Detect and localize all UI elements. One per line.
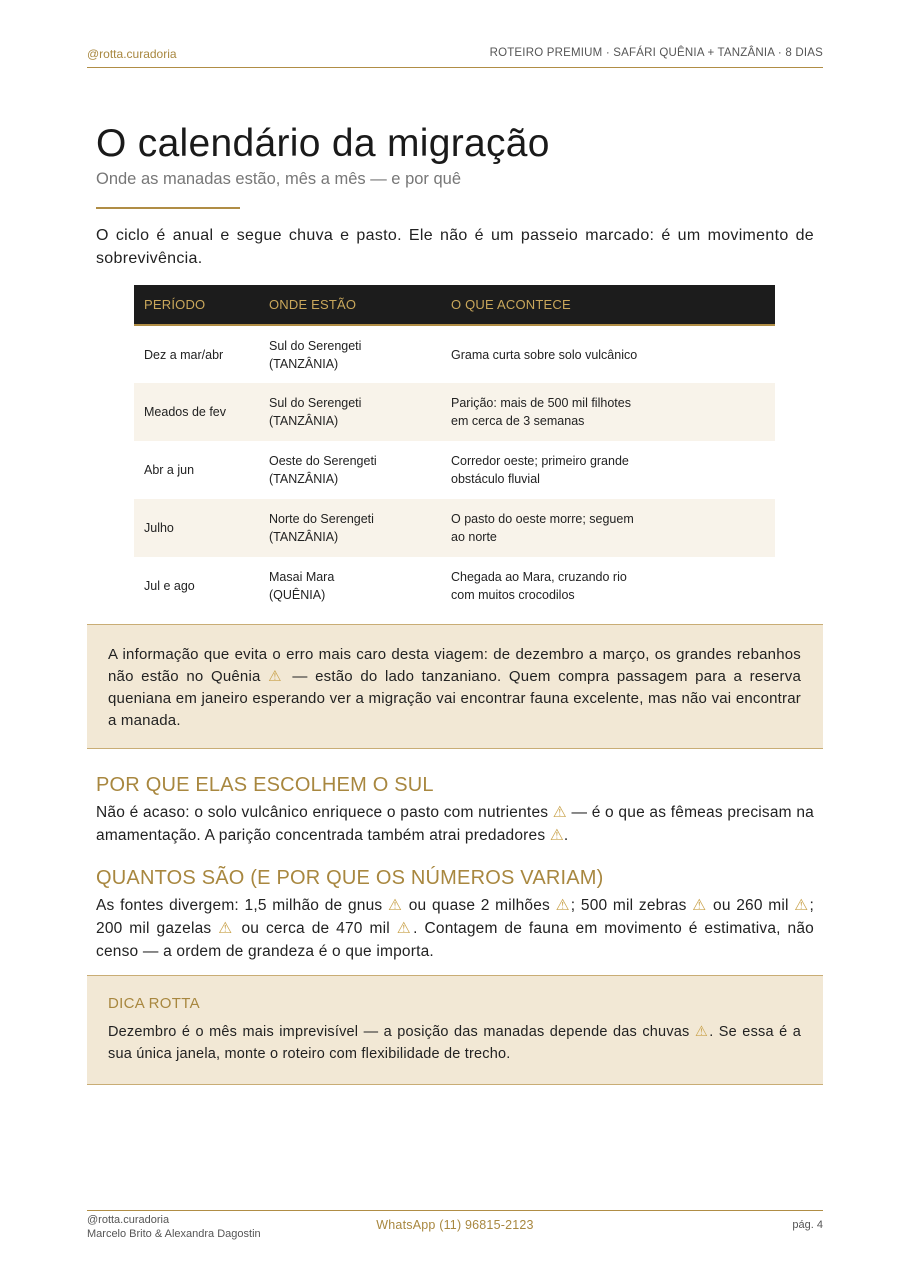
cell-where-place: Sul do Serengeti bbox=[269, 338, 362, 353]
warning-icon: ⚠ bbox=[552, 804, 567, 821]
cell-what-line2: ao norte bbox=[451, 530, 497, 544]
cell-where bbox=[259, 325, 441, 383]
cell-where bbox=[259, 557, 441, 615]
column-header-where: ONDE ESTÃO bbox=[259, 285, 441, 325]
cell-what-line2: obstáculo fluvial bbox=[451, 472, 540, 486]
cell-what bbox=[441, 557, 775, 615]
cell-what-line1: Grama curta sobre solo vulcânico bbox=[451, 347, 638, 362]
callout-text-part1: A informação que evita o erro mais caro desta viagem: de dezembro a março, os grandes rebanhos não estão no Quênia bbox=[108, 646, 801, 685]
cell-where-place: Norte do Serengeti bbox=[269, 512, 374, 526]
section-paragraph-south bbox=[96, 801, 814, 847]
section-paragraph-numbers bbox=[96, 894, 814, 963]
cell-period: Meados de fev bbox=[134, 383, 259, 441]
header-doc-title: ROTEIRO PREMIUM · SAFÁRI QUÊNIA + TANZÂNIA · 8 DIAS bbox=[489, 47, 823, 59]
migration-table bbox=[134, 285, 775, 615]
page-header bbox=[87, 46, 823, 68]
cell-where-place: Oeste do Serengeti bbox=[269, 454, 377, 468]
section-numbers-text-part2: ou quase 2 milhões bbox=[403, 897, 556, 914]
footer-brand: @rotta.curadoria bbox=[87, 1214, 170, 1226]
page-footer bbox=[87, 1210, 823, 1250]
cell-where-country: (TANZÂNIA) bbox=[269, 414, 339, 428]
warning-icon: ⚠ bbox=[268, 668, 285, 685]
section-numbers-text-part3: ; 500 mil zebras bbox=[570, 897, 693, 914]
cell-what-line2: em cerca de 3 semanas bbox=[451, 414, 585, 428]
cell-period: Jul e ago bbox=[144, 579, 195, 593]
cell-what-line1: Parição: mais de 500 mil filhotes bbox=[451, 396, 631, 410]
table-row bbox=[134, 557, 775, 615]
footer-whatsapp-link[interactable]: WhatsApp (11) 96815-2123 bbox=[376, 1218, 534, 1232]
column-header-period: PERÍODO bbox=[134, 285, 259, 325]
section-numbers-text-part4: ou 260 mil bbox=[707, 897, 795, 914]
page-subtitle: Onde as manadas estão, mês a mês — e por quê bbox=[96, 170, 462, 188]
cell-what bbox=[441, 383, 775, 441]
cell-where bbox=[259, 499, 441, 557]
section-heading-south: POR QUE ELAS ESCOLHEM O SUL bbox=[96, 774, 434, 796]
footer-authors: Marcelo Brito & Alexandra Dagostin bbox=[87, 1228, 261, 1240]
tip-text-part2: . Se essa é a sua única janela, monte o roteiro com flexibilidade de trecho. bbox=[108, 1024, 801, 1062]
key-info-callout bbox=[87, 624, 823, 749]
cell-where-place: Masai Mara bbox=[269, 570, 335, 584]
cell-where-country: (TANZÂNIA) bbox=[269, 472, 339, 486]
callout-text-part2: — estão do lado tanzaniano. Quem compra passagem para a reserva queniana em janeiro esperando ver a migração vai encontrar fauna excelente, mas não vai encontrar a manada. bbox=[108, 668, 801, 729]
warning-icon: ⚠ bbox=[555, 897, 571, 914]
tip-title: DICA ROTTA bbox=[108, 995, 200, 1012]
warning-icon: ⚠ bbox=[694, 1024, 710, 1040]
cell-where-country: (TANZÂNIA) bbox=[269, 530, 339, 544]
cell-period: Julho bbox=[134, 499, 259, 557]
header-brand: @rotta.curadoria bbox=[87, 47, 177, 61]
section-numbers-text-part5: ; 200 mil gazelas bbox=[96, 897, 814, 937]
cell-where bbox=[259, 383, 441, 441]
cell-period: Dez a mar/abr bbox=[144, 347, 224, 362]
section-numbers-text-part6: ou cerca de 470 mil bbox=[234, 920, 397, 937]
intro-paragraph: O ciclo é anual e segue chuva e pasto. Ele não é um passeio marcado: é um movimento de sobrevivência. bbox=[96, 227, 814, 267]
section-heading-numbers: QUANTOS SÃO (E POR QUE OS NÚMEROS VARIAM) bbox=[96, 867, 604, 889]
warning-icon: ⚠ bbox=[218, 920, 235, 937]
section-numbers-text-part7: . Contagem de fauna em movimento é estimativa, não censo — a ordem de grandeza é o que importa. bbox=[96, 920, 814, 960]
warning-icon: ⚠ bbox=[794, 897, 810, 914]
cell-where-place: Sul do Serengeti bbox=[269, 396, 362, 410]
warning-icon: ⚠ bbox=[396, 920, 414, 937]
cell-what bbox=[441, 325, 775, 383]
warning-icon: ⚠ bbox=[692, 897, 708, 914]
column-header-what: O QUE ACONTECE bbox=[441, 285, 775, 325]
cell-what bbox=[441, 441, 775, 499]
cell-where-country: (QUÊNIA) bbox=[269, 588, 326, 602]
table-header-row bbox=[134, 285, 775, 325]
table-row bbox=[134, 499, 775, 557]
tip-text bbox=[108, 1021, 801, 1065]
table-row bbox=[134, 325, 775, 383]
page-title: O calendário da migração bbox=[96, 122, 550, 165]
cell-where-country: (TANZÂNIA) bbox=[269, 356, 339, 371]
warning-icon: ⚠ bbox=[387, 897, 404, 914]
page-number: pág. 4 bbox=[792, 1219, 823, 1231]
cell-what-line1: O pasto do oeste morre; seguem bbox=[451, 512, 634, 526]
cell-where bbox=[259, 441, 441, 499]
title-divider bbox=[96, 207, 240, 209]
table-row bbox=[134, 441, 775, 499]
section-numbers-text-part1: As fontes divergem: 1,5 milhão de gnus bbox=[96, 897, 388, 914]
cell-what bbox=[441, 499, 775, 557]
tip-box bbox=[87, 975, 823, 1085]
warning-icon: ⚠ bbox=[549, 827, 564, 844]
cell-period: Abr a jun bbox=[144, 463, 195, 477]
section-south-text-part1: Não é acaso: o solo vulcânico enriquece o pasto com nutrientes bbox=[96, 804, 553, 821]
section-south-text-part2: — é o que as fêmeas precisam na amamentação. A parição concentrada também atrai predadores bbox=[96, 804, 814, 844]
cell-what-line1: Corredor oeste; primeiro grande bbox=[451, 454, 629, 468]
cell-what-line1: Chegada ao Mara, cruzando rio bbox=[451, 570, 627, 584]
section-south-text-part3: . bbox=[563, 827, 569, 844]
tip-text-part1: Dezembro é o mês mais imprevisível — a posição das manadas depende das chuvas bbox=[108, 1024, 695, 1040]
table-row bbox=[134, 383, 775, 441]
cell-what-line2: com muitos crocodilos bbox=[451, 588, 575, 602]
